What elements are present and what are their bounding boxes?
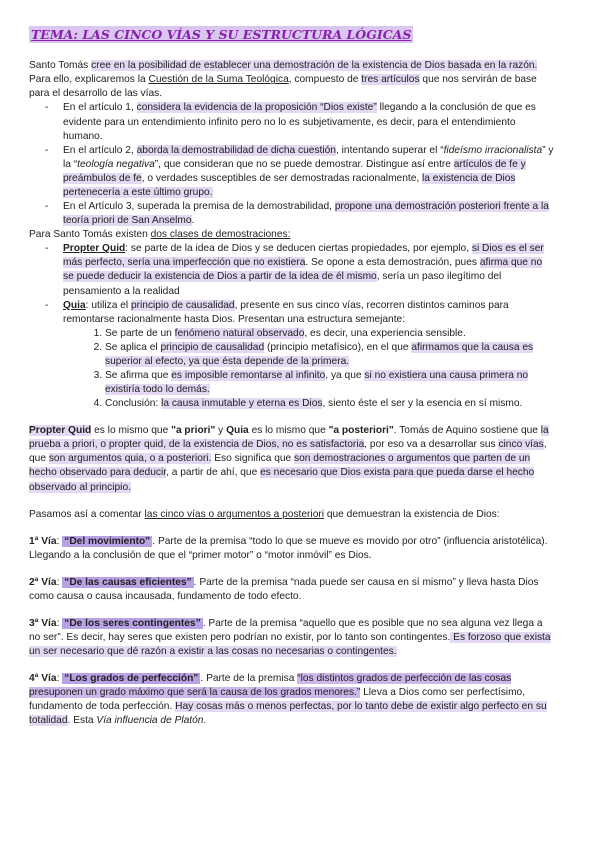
list-item bbox=[105, 327, 554, 341]
spacer bbox=[29, 411, 554, 424]
text: , ya que bbox=[325, 369, 365, 381]
highlight: tres artículos bbox=[361, 74, 420, 86]
via-name: “Del movimiento” bbox=[64, 535, 151, 547]
highlight: la prueba a priori, o propter quid, de la existencia de Dios, no es satisfactoria bbox=[29, 425, 549, 451]
text: : bbox=[56, 576, 63, 588]
text: , a partir de ahí, que bbox=[166, 467, 261, 479]
demonstrations-list bbox=[29, 242, 554, 411]
list-item bbox=[105, 397, 554, 411]
intro-paragraph bbox=[29, 59, 554, 101]
document-page bbox=[29, 26, 554, 729]
term-label: "a priori" bbox=[171, 425, 216, 437]
spacer bbox=[29, 522, 554, 535]
via-name: “De los seres contingentes” bbox=[64, 617, 201, 629]
text: Para Santo Tomás existen bbox=[29, 229, 151, 241]
term-label: Propter Quid bbox=[29, 425, 92, 437]
text: , es decir, una experiencia sensible. bbox=[304, 327, 466, 339]
spacer bbox=[29, 659, 554, 672]
via-name: “Los grados de perfección” bbox=[64, 673, 199, 685]
via-number: 2ª Vía bbox=[29, 576, 57, 588]
highlight: son demostraciones o argumentos que parten de un hecho observado para deducir bbox=[29, 453, 531, 479]
highlight: la causa inmutable y eterna es Dios bbox=[161, 398, 323, 410]
text: : bbox=[56, 617, 63, 629]
page-title: TEMA: LAS CINCO VÍAS Y SU ESTRUCTURA LÓGICAS bbox=[31, 27, 412, 42]
text: , que bbox=[29, 439, 547, 465]
text: En el Artículo 3, superada la premisa de la demostrabilidad, bbox=[63, 201, 335, 213]
list-item bbox=[63, 101, 554, 143]
highlight: Hay cosas más o menos perfectas, por lo tanto debe de existir algo perfecto en su totalidad bbox=[29, 701, 547, 727]
term-label: Quia bbox=[63, 299, 86, 311]
highlight: Es forzoso que exista un ser necesario que dé razón a existir a las cosas no necesarias o contingentes. bbox=[29, 632, 551, 658]
term-label: "a posteriori" bbox=[328, 425, 394, 437]
text: . Parte de la premisa “nada puede ser causa en sí mismo” y lleva hasta Dios como causa o causa incausada, fundamento de todo efecto. bbox=[29, 576, 539, 602]
highlight: es imposible remontarse al infinito bbox=[171, 369, 326, 381]
highlight: afirmamos que la causa es superior al efecto, ya que ésta depende de la primera. bbox=[105, 341, 534, 367]
highlight: cree en la posibilidad de establecer una demostración de la existencia de Dios basada en la razón. bbox=[91, 60, 538, 72]
highlight: cinco vías bbox=[498, 439, 544, 451]
underlined-term: Cuestión de la Suma Teológica bbox=[148, 74, 289, 86]
two-types-paragraph bbox=[29, 228, 554, 242]
articles-list bbox=[29, 101, 554, 228]
text: Se afirma que bbox=[105, 369, 172, 381]
text: : se parte de la idea de Dios y se deducen ciertas propiedades, por ejemplo, bbox=[125, 243, 472, 255]
list-item bbox=[63, 144, 554, 200]
text: . Se opone a esta demostración, pues bbox=[305, 257, 480, 269]
text: y bbox=[215, 425, 227, 437]
text: es lo mismo que bbox=[91, 425, 172, 437]
text: , siento éste el ser y la esencia en sí mismo. bbox=[322, 398, 523, 410]
highlight: considera la evidencia de la proposición “Dios existe” bbox=[136, 102, 377, 114]
text: En el artículo 2, bbox=[63, 144, 137, 156]
term-label: Quia bbox=[226, 425, 249, 437]
via-4 bbox=[29, 672, 554, 728]
list-item bbox=[63, 242, 554, 298]
list-item bbox=[63, 299, 554, 412]
text: , presente en sus cinco vías, recorren distintos caminos para remontarse racionalmente hasta Dios. Presentan una estructura semejante: bbox=[63, 299, 509, 325]
text: : bbox=[56, 673, 63, 685]
text: . Parte de la premisa bbox=[200, 673, 298, 685]
spacer bbox=[29, 604, 554, 617]
text: . Parte de la premisa “todo lo que se mueve es movido por otro” (influencia aristotélica). Llegando a la conclusión de que el “primer motor” o “motor inmóvil” es Dios. bbox=[29, 535, 548, 561]
text: . bbox=[203, 715, 207, 727]
text: : bbox=[56, 535, 63, 547]
highlight: si Dios es el ser más perfecto, sería una imperfección que no existiera bbox=[63, 243, 544, 269]
text: (principio metafísico), en el que bbox=[264, 341, 412, 353]
steps-list bbox=[63, 327, 554, 411]
text: que nos servirán de base para el desarrollo de las vías. bbox=[29, 74, 537, 100]
via-3 bbox=[29, 617, 554, 659]
highlight: son argumentos quia, o a posteriori. bbox=[48, 453, 212, 465]
text: Santo Tomás bbox=[29, 60, 92, 72]
summary-paragraph bbox=[29, 424, 554, 494]
via-number: 1ª Vía bbox=[29, 535, 57, 547]
text: Para ello, explicaremos la bbox=[29, 74, 149, 86]
italic-term: fideísmo irracionalista bbox=[443, 144, 543, 156]
highlight: aborda la demostrabilidad de dicha cuestión bbox=[136, 144, 336, 156]
pasamos-paragraph bbox=[29, 508, 554, 522]
text: En el artículo 1, bbox=[63, 102, 137, 114]
highlight: si no existiera una causa primera no existiría todo lo demás. bbox=[105, 369, 529, 396]
text: , o verdades susceptibles de ser demostradas racionalmente, bbox=[141, 172, 423, 184]
text: , sería un paso ilegítimo del pensamiento a la realidad bbox=[63, 271, 502, 297]
text: Eso significa que bbox=[211, 453, 295, 465]
highlight: es necesario que Dios exista para que pueda darse el hecho observado al principio. bbox=[29, 467, 535, 493]
spacer bbox=[29, 563, 554, 576]
text: ”, que consideran que no se puede demostrar. Distingue así entre bbox=[154, 158, 454, 170]
via-number: 4ª Vía bbox=[29, 673, 57, 685]
text: , compuesto de bbox=[288, 74, 362, 86]
underlined-term: dos clases de demostraciones: bbox=[150, 229, 291, 241]
text: : utiliza el bbox=[85, 299, 131, 311]
text: . Parte de la premisa “aquello que es posible que no sea alguna vez llega a no ser”. Es decir, hay seres que existen pero podrían no existir, por lo tanto son contingentes. bbox=[29, 617, 543, 644]
via-name: “De las causas eficientes” bbox=[64, 576, 192, 588]
text: , por eso va a desarrollar sus bbox=[364, 439, 499, 451]
text: . bbox=[191, 215, 195, 227]
list-item bbox=[105, 369, 554, 397]
list-item bbox=[105, 341, 554, 369]
text: que demuestran la existencia de Dios: bbox=[324, 508, 500, 520]
highlight: principio de causalidad bbox=[160, 341, 265, 353]
text: Lleva a Dios como ser perfectísimo, fundamento de toda perfección. bbox=[29, 687, 526, 713]
via-1 bbox=[29, 535, 554, 563]
text: Se aplica el bbox=[105, 341, 161, 353]
text: Pasamos así a comentar bbox=[29, 508, 145, 520]
highlight: fenómeno natural observado bbox=[174, 327, 305, 339]
highlight: propone una demostración posteriori frente a la teoría priori de San Anselmo bbox=[63, 201, 549, 227]
text: . Tomás de Aquino sostiene que bbox=[393, 425, 541, 437]
text: Conclusión: bbox=[105, 398, 162, 410]
highlight: “los distintos grados de perfección de las cosas presuponen un grado máximo que será la causa de los grados menores.” bbox=[29, 673, 512, 699]
italic-term: teología negativa bbox=[77, 158, 155, 170]
text: ” y la “ bbox=[63, 144, 554, 170]
highlight: la existencia de Dios pertenecería a este último grupo. bbox=[63, 172, 516, 198]
underlined-term: las cinco vías o argumentos a posteriori bbox=[144, 508, 325, 520]
via-2 bbox=[29, 576, 554, 604]
text: es lo mismo que bbox=[248, 425, 329, 437]
list-item bbox=[63, 200, 554, 228]
italic-term: Vía influencia de Platón bbox=[96, 715, 204, 727]
highlight: artículos de fe y preámbulos de fe bbox=[63, 158, 526, 184]
text: Se parte de un bbox=[105, 327, 175, 339]
highlight: afirma que no se puede deducir la existencia de Dios a partir de la idea de él mismo bbox=[63, 257, 543, 283]
text: . Esta bbox=[67, 715, 97, 727]
text: llegando a la conclusión de que es evidente para un entendimiento infinito pero no lo es subjetivamente, es decir, para el entendimiento humano. bbox=[63, 102, 536, 142]
via-number: 3ª Vía bbox=[29, 617, 57, 629]
term-label: Propter Quid bbox=[63, 243, 126, 255]
spacer bbox=[29, 495, 554, 508]
text: , intentando superar el “ bbox=[335, 144, 444, 156]
highlight: principio de causalidad bbox=[130, 299, 235, 311]
